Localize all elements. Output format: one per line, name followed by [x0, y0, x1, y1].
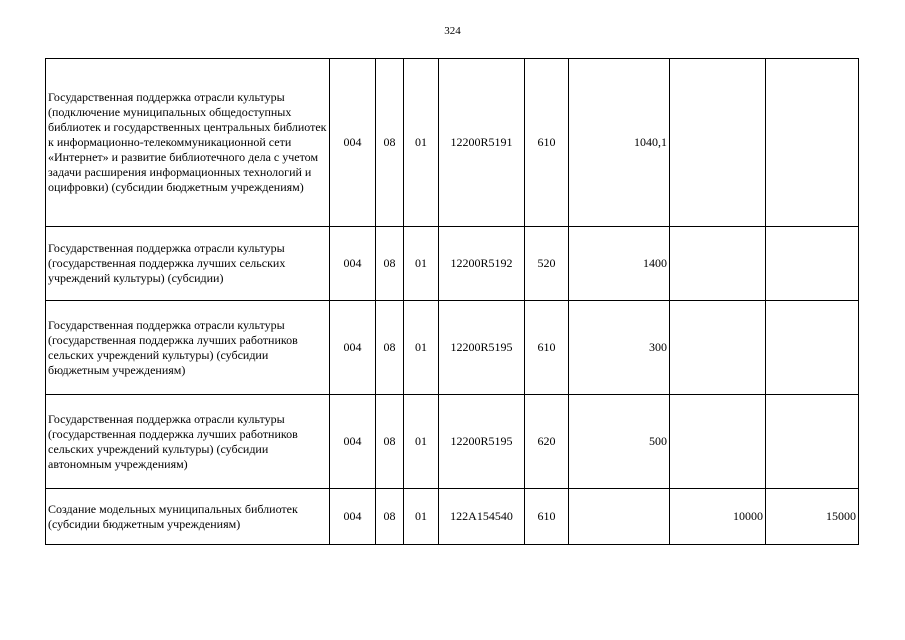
target-article-code: 12200R5191 — [439, 59, 525, 227]
row-description: Государственная поддержка отрасли культуры (государственная поддержка лучших сельских учреждений культуры) (субсидии) — [46, 227, 330, 301]
amount-3: 15000 — [766, 489, 859, 545]
expense-type-code: 610 — [525, 59, 569, 227]
ministry-code: 004 — [330, 395, 376, 489]
ministry-code: 004 — [330, 59, 376, 227]
row-description: Государственная поддержка отрасли культуры (государственная поддержка лучших работников сельских учреждений культуры) (субсидии бюджетным учреждениям) — [46, 301, 330, 395]
row-description: Государственная поддержка отрасли культуры (подключение муниципальных общедоступных библиотек и государственных центральных библиотек к информационно-телекоммуникационной сети «Интернет» и развитие библиотечного дела с учетом задачи расширения информационных технологий и оцифровки) (субсидии бюджетным учреждениям) — [46, 59, 330, 227]
amount-3 — [766, 227, 859, 301]
table-row — [46, 489, 859, 545]
amount-2 — [670, 227, 766, 301]
expense-type-code: 520 — [525, 227, 569, 301]
amount-2: 10000 — [670, 489, 766, 545]
target-article-code: 122A154540 — [439, 489, 525, 545]
table-row — [46, 59, 859, 227]
subsection-code: 01 — [404, 301, 439, 395]
row-description: Государственная поддержка отрасли культуры (государственная поддержка лучших работников сельских учреждений культуры) (субсидии автономным учреждениям) — [46, 395, 330, 489]
expense-type-code: 610 — [525, 489, 569, 545]
amount-1 — [569, 489, 670, 545]
budget-table — [45, 58, 859, 545]
table-row — [46, 395, 859, 489]
subsection-code: 01 — [404, 59, 439, 227]
target-article-code: 12200R5192 — [439, 227, 525, 301]
section-code: 08 — [376, 59, 404, 227]
amount-1: 500 — [569, 395, 670, 489]
section-code: 08 — [376, 301, 404, 395]
amount-3 — [766, 395, 859, 489]
expense-type-code: 620 — [525, 395, 569, 489]
amount-2 — [670, 395, 766, 489]
section-code: 08 — [376, 489, 404, 545]
ministry-code: 004 — [330, 227, 376, 301]
expense-type-code: 610 — [525, 301, 569, 395]
ministry-code: 004 — [330, 301, 376, 395]
amount-2 — [670, 301, 766, 395]
amount-1: 1040,1 — [569, 59, 670, 227]
section-code: 08 — [376, 227, 404, 301]
table-row — [46, 301, 859, 395]
ministry-code: 004 — [330, 489, 376, 545]
target-article-code: 12200R5195 — [439, 395, 525, 489]
row-description: Создание модельных муниципальных библиотек (субсидии бюджетным учреждениям) — [46, 489, 330, 545]
amount-3 — [766, 59, 859, 227]
amount-1: 300 — [569, 301, 670, 395]
page-number: 324 — [444, 25, 461, 37]
subsection-code: 01 — [404, 395, 439, 489]
subsection-code: 01 — [404, 227, 439, 301]
table-row — [46, 227, 859, 301]
amount-1: 1400 — [569, 227, 670, 301]
amount-2 — [670, 59, 766, 227]
amount-3 — [766, 301, 859, 395]
subsection-code: 01 — [404, 489, 439, 545]
target-article-code: 12200R5195 — [439, 301, 525, 395]
section-code: 08 — [376, 395, 404, 489]
